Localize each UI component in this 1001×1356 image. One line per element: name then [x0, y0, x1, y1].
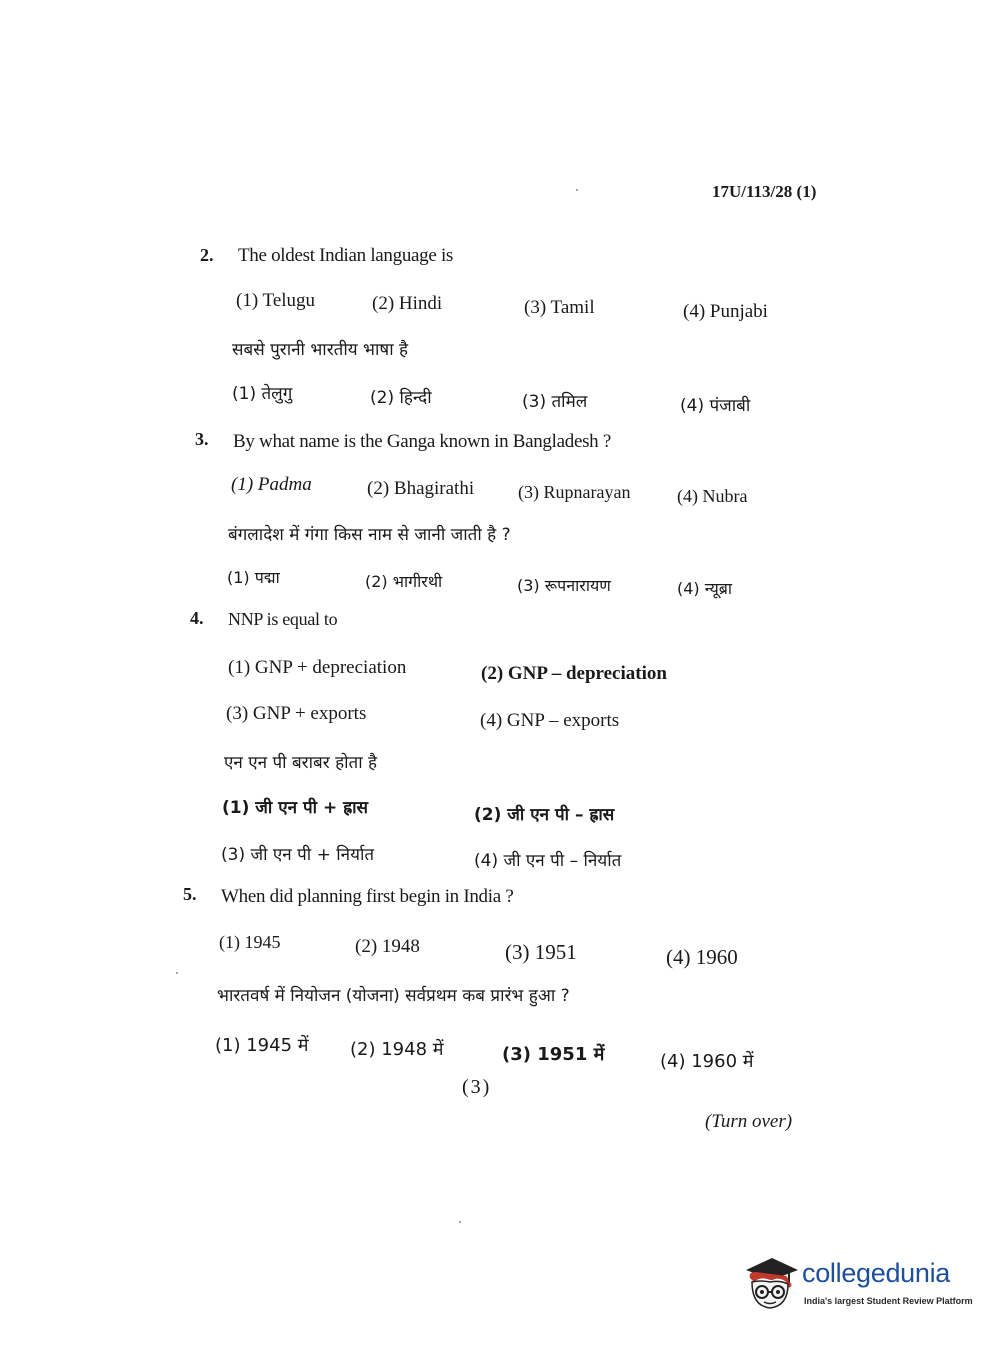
option-hi: (2) 1948 में — [350, 1039, 444, 1060]
question-text-en: NNP is equal to — [228, 609, 338, 629]
question-text-hi: एन एन पी बराबर होता है — [224, 753, 378, 773]
option-hi: (1) तेलुगु — [232, 384, 293, 404]
question-text-en: The oldest Indian language is — [238, 245, 454, 266]
option-hi: (2) जी एन पी – ह्रास — [474, 805, 615, 825]
option-hi: (2) भागीरथी — [365, 572, 443, 591]
option-hi: (4) जी एन पी – निर्यात — [474, 851, 622, 871]
option-en: (3) 1951 — [505, 940, 577, 964]
option-en: (3) GNP + exports — [226, 703, 367, 724]
question-text-en: By what name is the Ganga known in Bangladesh ? — [233, 431, 611, 452]
option-hi: (4) न्यूब्रा — [677, 579, 733, 598]
question-number: 5. — [183, 884, 197, 904]
option-en: (2) GNP – depreciation — [481, 663, 667, 684]
question-text-hi: सबसे पुरानी भारतीय भाषा है — [232, 340, 409, 360]
option-en: (1) Padma — [231, 474, 312, 495]
paper-code: 17U/113/28 (1) — [712, 182, 817, 201]
option-hi: (4) पंजाबी — [680, 396, 751, 416]
mascot-icon — [742, 1250, 800, 1314]
option-hi: (3) जी एन पी + निर्यात — [221, 845, 375, 865]
page-number: (3) — [462, 1076, 492, 1098]
brand-tagline: India's largest Student Review Platform — [804, 1296, 973, 1306]
option-en: (2) Hindi — [372, 293, 443, 314]
question-text-hi: भारतवर्ष में नियोजन (योजना) सर्वप्रथम कब प्रारंभ हुआ ? — [217, 986, 570, 1006]
option-en: (4) Punjabi — [683, 301, 768, 322]
scan-speck — [176, 972, 178, 974]
option-en: (4) 1960 — [666, 945, 738, 969]
option-en: (2) 1948 — [355, 936, 420, 957]
option-en: (2) Bhagirathi — [367, 478, 475, 499]
question-text-en: When did planning first begin in India ? — [221, 886, 514, 907]
turn-over-note: (Turn over) — [705, 1111, 793, 1132]
option-en: (1) GNP + depreciation — [228, 657, 407, 678]
question-number: 4. — [190, 608, 204, 628]
option-hi: (4) 1960 में — [660, 1051, 754, 1072]
option-hi: (1) पद्मा — [227, 568, 280, 587]
question-number: 3. — [195, 429, 209, 449]
brand-name: collegedunia — [802, 1258, 951, 1288]
option-en: (4) Nubra — [677, 486, 748, 506]
option-hi: (3) 1951 में — [502, 1044, 605, 1065]
option-hi: (3) रूपनारायण — [517, 576, 611, 595]
option-en: (1) 1945 — [219, 932, 281, 952]
option-hi: (2) हिन्दी — [370, 388, 432, 408]
question-number: 2. — [200, 245, 214, 265]
option-en: (3) Tamil — [524, 297, 595, 318]
option-hi: (1) जी एन पी + ह्रास — [222, 798, 369, 818]
collegedunia-watermark — [742, 1250, 972, 1314]
question-text-hi: बंगलादेश में गंगा किस नाम से जानी जाती है ? — [228, 525, 511, 545]
option-en: (1) Telugu — [236, 290, 316, 311]
option-en: (4) GNP – exports — [480, 710, 620, 731]
scan-speck — [459, 1221, 461, 1223]
option-en: (3) Rupnarayan — [518, 482, 631, 502]
option-hi: (1) 1945 में — [215, 1035, 309, 1056]
option-hi: (3) तमिल — [522, 392, 588, 412]
scan-speck — [576, 189, 578, 191]
